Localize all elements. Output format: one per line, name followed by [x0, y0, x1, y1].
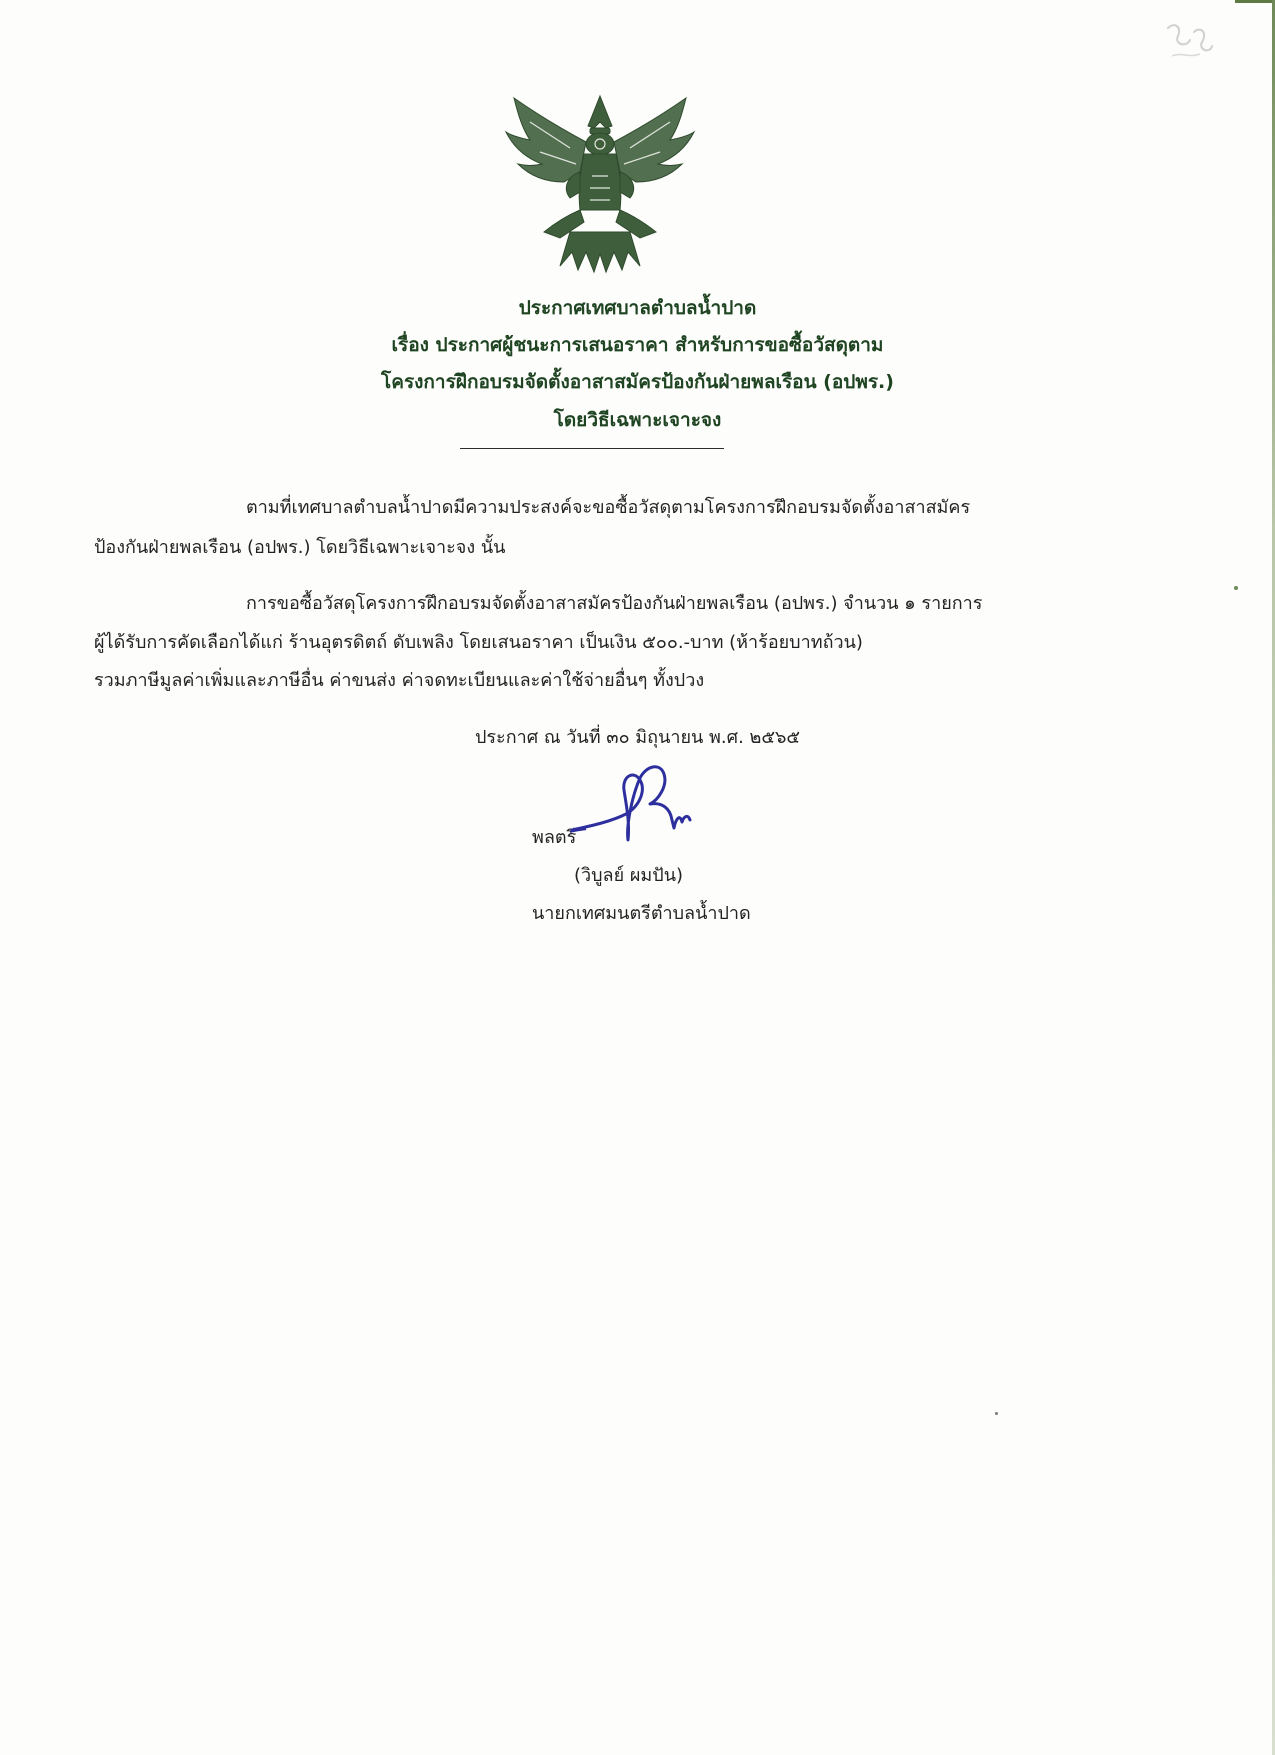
announcement-date: ประกาศ ณ วันที่ ๓๐ มิถุนายน พ.ศ. ๒๕๖๕ [474, 727, 801, 748]
announcement-project: โครงการฝึกอบรมจัดตั้งอาสาสมัครป้องกันฝ่ายพลเรือน (อปพร.) [381, 371, 894, 393]
signature-icon [570, 756, 710, 846]
paragraph-2-line-2: ผู้ได้รับการคัดเลือกได้แก่ ร้านอุตรดิตถ์ ดับเพลิง โดยเสนอราคา เป็นเงิน ๕๐๐.-บาท (ห้าร้อยบาทถ้วน) [94, 632, 863, 653]
scan-edge-top [1235, 0, 1275, 3]
scan-speck [995, 1412, 998, 1415]
signatory-position: นายกเทศมนตรีตำบลน้ำปาด [532, 903, 751, 924]
announcement-title: ประกาศเทศบาลตำบลน้ำปาด [518, 297, 757, 319]
garuda-emblem-icon [500, 92, 700, 277]
signatory-rank: พลตรี [532, 827, 577, 848]
heading-divider [460, 448, 724, 449]
paragraph-1-line-2: ป้องกันฝ่ายพลเรือน (อปพร.) โดยวิธีเฉพาะเจาะจง นั้น [94, 537, 506, 558]
paragraph-2-line-3: รวมภาษีมูลค่าเพิ่มและภาษีอื่น ค่าขนส่ง ค่าจดทะเบียนและค่าใช้จ่ายอื่นๆ ทั้งปวง [94, 670, 705, 691]
pencil-mark-icon [1160, 18, 1220, 78]
paragraph-1-line-1: ตามที่เทศบาลตำบลน้ำปาดมีความประสงค์จะขอซื้อวัสดุตามโครงการฝึกอบรมจัดตั้งอาสาสมัคร [246, 497, 971, 518]
paragraph-2-line-1: การขอซื้อวัสดุโครงการฝึกอบรมจัดตั้งอาสาสมัครป้องกันฝ่ายพลเรือน (อปพร.) จำนวน ๑ รายการ [246, 593, 983, 614]
scan-speck [1234, 586, 1238, 590]
announcement-subject: เรื่อง ประกาศผู้ชนะการเสนอราคา สำหรับการขอซื้อวัสดุตาม [391, 334, 884, 356]
announcement-method: โดยวิธีเฉพาะเจาะจง [553, 409, 722, 431]
signatory-name: (วิบูลย์ ผมปัน) [574, 865, 684, 886]
